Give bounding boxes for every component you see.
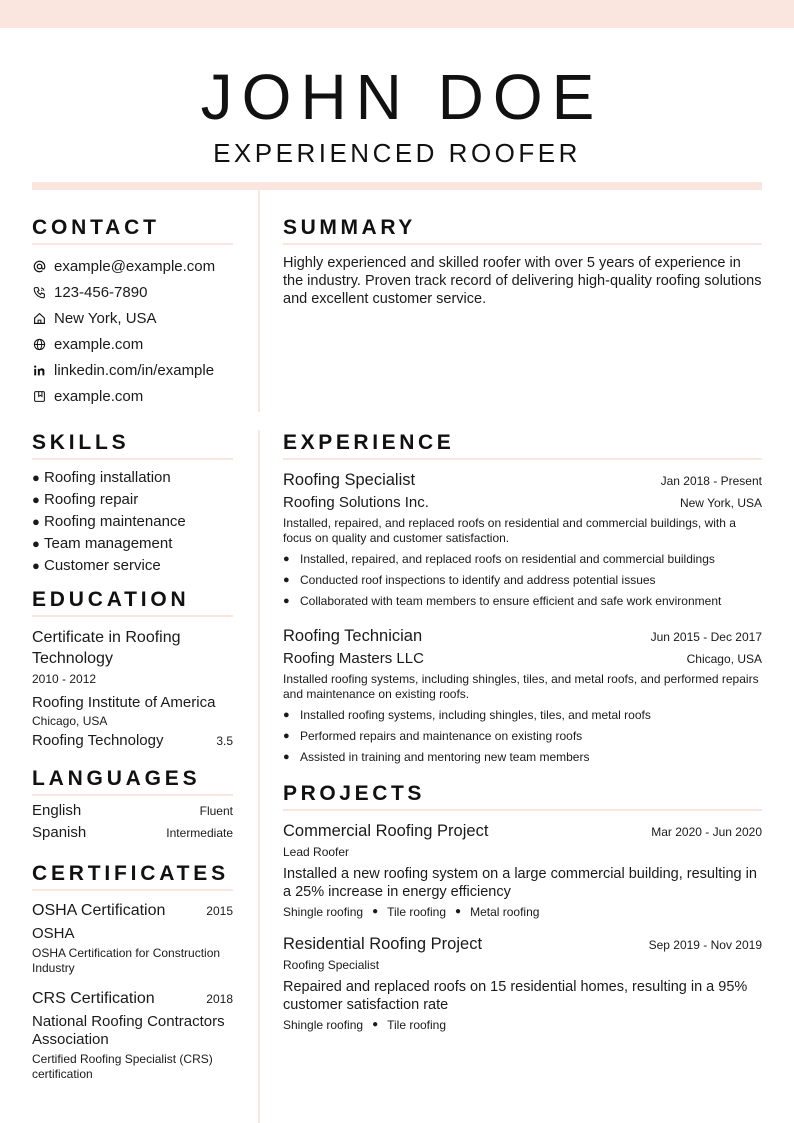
skill-text: Roofing repair (44, 491, 139, 508)
projects-heading: PROJECTS (283, 781, 762, 811)
job-bullet-text: Collaborated with team members to ensure efficient and safe work environment (300, 594, 722, 608)
certificate-year: 2018 (206, 992, 233, 1006)
language-name: Spanish (32, 824, 87, 841)
resume-header (0, 62, 794, 168)
globe-icon (32, 337, 46, 351)
summary-heading: SUMMARY (283, 215, 762, 245)
project-item (283, 821, 762, 920)
bullet-icon: ● (32, 514, 40, 529)
contact-text: example.com (54, 335, 144, 353)
at-icon (32, 259, 46, 273)
project-tag: Metal roofing (470, 905, 540, 919)
languages-section (32, 766, 233, 846)
education-gpa: 3.5 (216, 734, 233, 748)
project-item (283, 934, 762, 1033)
candidate-name: JOHN DOE (200, 61, 604, 133)
column-divider-bottom (258, 430, 260, 1123)
skill-text: Team management (44, 535, 173, 552)
job-location: New York, USA (679, 496, 762, 510)
list-item (32, 489, 233, 511)
contact-email[interactable] (32, 253, 233, 279)
bullet-icon: ● (32, 492, 40, 507)
job-description: Installed, repaired, and replaced roofs on residential and commercial buildings, with a focus on quality and customer satisfaction. (283, 516, 736, 545)
column-divider-top (258, 190, 260, 412)
projects-section (283, 781, 762, 1033)
bullet-icon: ● (372, 1019, 379, 1030)
bullet-icon: ● (283, 574, 290, 586)
job-item (283, 626, 762, 768)
list-item (32, 533, 233, 555)
job-dates: Jun 2015 - Dec 2017 (650, 630, 762, 644)
list-item (283, 591, 762, 612)
skill-text: Customer service (44, 557, 161, 574)
job-company: Roofing Solutions Inc. (283, 494, 429, 511)
education-heading: EDUCATION (32, 587, 233, 617)
list-item (283, 705, 762, 726)
language-level: Fluent (199, 804, 233, 818)
education-field-row (32, 731, 233, 751)
project-tag: Shingle roofing (283, 1018, 364, 1032)
job-dates: Jan 2018 - Present (660, 474, 762, 488)
project-name: Residential Roofing Project (283, 935, 483, 953)
certificate-org: National Roofing Contractors Association (32, 1013, 225, 1048)
job-bullet-text: Installed roofing systems, including shingles, tiles, and metal roofs (300, 708, 651, 722)
bullet-icon: ● (283, 730, 290, 742)
contact-location (32, 305, 233, 331)
project-tag: Shingle roofing (283, 905, 364, 919)
list-item (32, 467, 233, 489)
job-company: Roofing Masters LLC (283, 650, 424, 667)
experience-heading: EXPERIENCE (283, 430, 762, 460)
project-tags (283, 904, 762, 920)
bullet-icon: ● (372, 906, 379, 917)
skill-text: Roofing maintenance (44, 513, 186, 530)
education-school: Roofing Institute of America (32, 694, 216, 711)
education-location: Chicago, USA (32, 714, 108, 728)
contact-text: New York, USA (54, 309, 157, 327)
language-level: Intermediate (166, 826, 233, 840)
job-bullet-text: Installed, repaired, and replaced roofs on residential and commercial buildings (300, 552, 715, 566)
list-item (283, 726, 762, 747)
list-item (32, 511, 233, 533)
skill-text: Roofing installation (44, 469, 171, 486)
certificate-item (32, 901, 233, 976)
list-item (283, 747, 762, 768)
language-row (32, 802, 233, 824)
list-item (32, 555, 233, 577)
education-years: 2010 - 2012 (32, 672, 97, 686)
project-description: Repaired and replaced roofs on 15 residential homes, resulting in a 95% customer satisfaction rate (283, 979, 748, 1013)
candidate-title: EXPERIENCED ROOFER (213, 138, 581, 168)
job-bullet-text: Assisted in training and mentoring new team members (300, 750, 590, 764)
bullet-icon: ● (32, 536, 40, 551)
project-description: Installed a new roofing system on a large commercial building, resulting in a 25% increase in energy efficiency (283, 866, 757, 900)
contact-website[interactable] (32, 331, 233, 357)
certificates-section (32, 861, 233, 1082)
job-location: Chicago, USA (686, 652, 762, 666)
certificate-item (32, 989, 233, 1082)
certificate-desc: Certified Roofing Specialist (CRS) certification (32, 1052, 213, 1081)
bullet-icon: ● (283, 751, 290, 763)
bullet-icon: ● (32, 558, 40, 573)
skills-heading: SKILLS (32, 430, 233, 460)
contact-text: example.com (54, 387, 144, 405)
project-tag: Tile roofing (387, 905, 447, 919)
job-bullet-text: Performed repairs and maintenance on existing roofs (300, 729, 583, 743)
skills-section (32, 430, 233, 577)
job-role: Roofing Technician (283, 627, 423, 645)
project-dates: Sep 2019 - Nov 2019 (648, 938, 762, 952)
certificate-org: OSHA (32, 925, 75, 942)
bullet-icon: ● (283, 709, 290, 721)
project-role: Roofing Specialist (283, 958, 380, 972)
list-item (283, 549, 762, 570)
bullet-icon: ● (32, 470, 40, 485)
language-name: English (32, 802, 82, 819)
contact-linkedin[interactable] (32, 357, 233, 383)
project-tags (283, 1017, 762, 1033)
bullet-icon: ● (455, 906, 462, 917)
contact-phone[interactable] (32, 279, 233, 305)
certificate-desc: OSHA Certification for Construction Industry (32, 946, 221, 975)
certificate-name: CRS Certification (32, 990, 155, 1007)
list-item (283, 570, 762, 591)
contact-heading: CONTACT (32, 215, 233, 245)
project-tag: Tile roofing (387, 1018, 447, 1032)
top-accent-band (0, 0, 794, 28)
contact-text: 123-456-7890 (54, 283, 148, 301)
education-degree: Certificate in Roofing Technology (32, 629, 181, 667)
header-divider (32, 182, 762, 190)
phone-icon (32, 285, 46, 299)
summary-text: Highly experienced and skilled roofer with over 5 years of experience in the industry. Proven track record of delivering high-quality roofing solutions and excellent customer service. (283, 255, 762, 307)
experience-section (283, 430, 762, 768)
education-section (32, 587, 233, 751)
contact-section (32, 215, 233, 409)
languages-heading: LANGUAGES (32, 766, 233, 796)
bullet-icon: ● (283, 595, 290, 607)
certificate-name: OSHA Certification (32, 902, 166, 919)
project-dates: Mar 2020 - Jun 2020 (651, 825, 762, 839)
contact-text: linkedin.com/in/example (54, 361, 215, 379)
job-item (283, 470, 762, 612)
home-icon (32, 311, 46, 325)
project-role: Lead Roofer (283, 845, 350, 859)
language-row (32, 824, 233, 846)
job-role: Roofing Specialist (283, 471, 416, 489)
linkedin-icon (32, 363, 46, 377)
job-bullet-text: Conducted roof inspections to identify and address potential issues (300, 573, 656, 587)
contact-text: example@example.com (54, 257, 216, 275)
education-field: Roofing Technology (32, 732, 164, 749)
contact-portfolio[interactable] (32, 383, 233, 409)
bookmark-icon (32, 389, 46, 403)
job-description: Installed roofing systems, including shingles, tiles, and metal roofs, and performed repairs and maintenance on existing roofs. (283, 672, 759, 701)
project-name: Commercial Roofing Project (283, 822, 489, 840)
summary-section (283, 215, 762, 308)
bullet-icon: ● (283, 553, 290, 565)
certificate-year: 2015 (206, 904, 233, 918)
certificates-heading: CERTIFICATES (32, 861, 233, 891)
